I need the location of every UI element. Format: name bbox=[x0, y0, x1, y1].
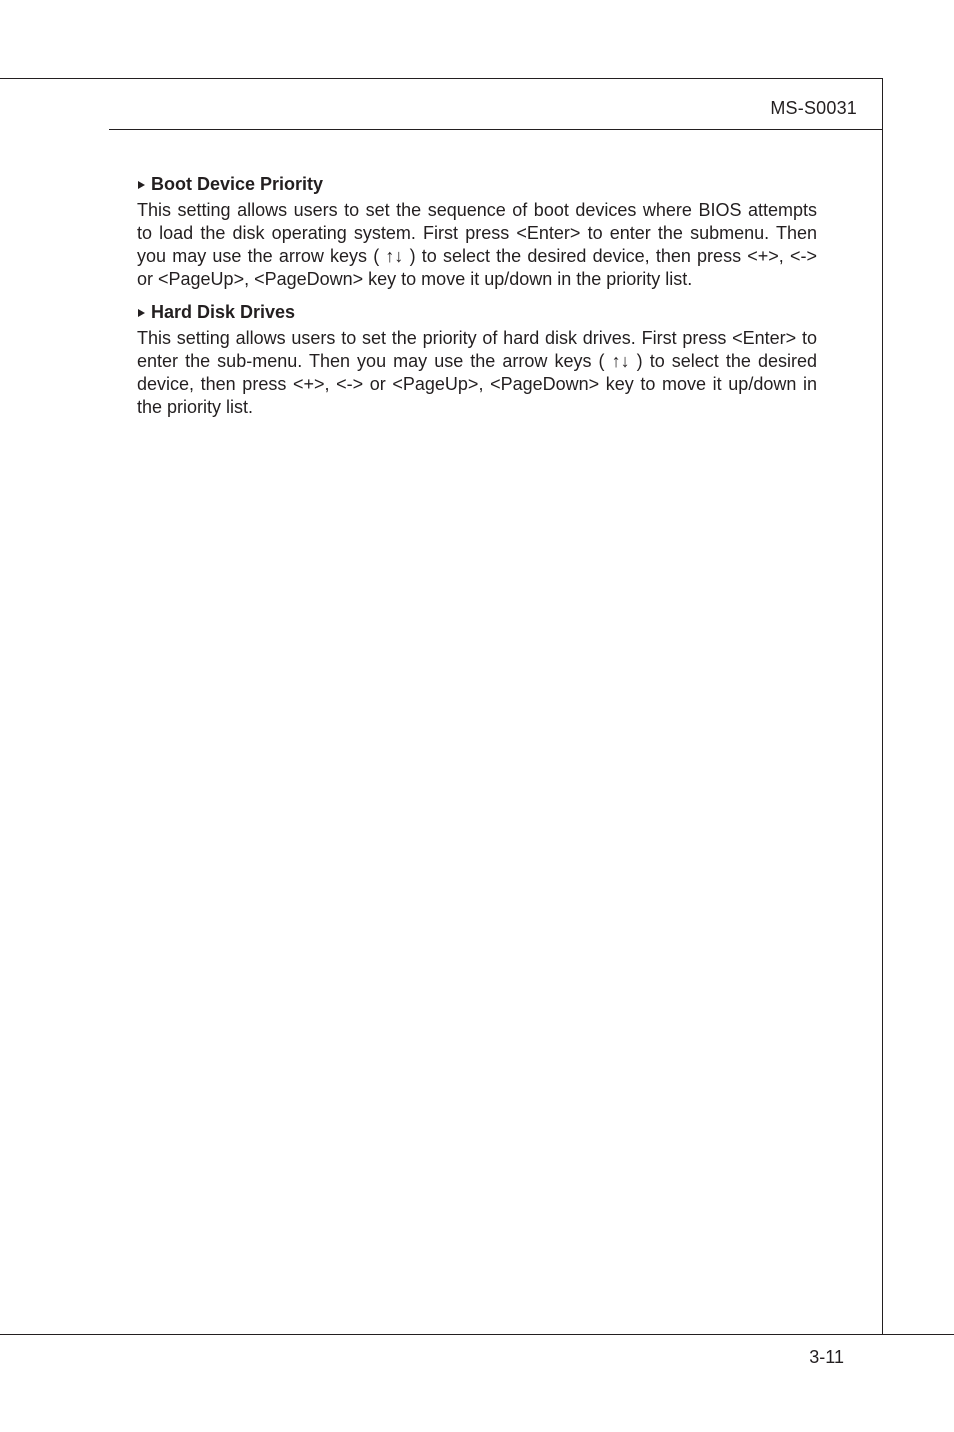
header-divider bbox=[109, 129, 883, 130]
section-boot-device-priority bbox=[137, 173, 817, 291]
section-heading bbox=[137, 173, 817, 196]
section-title: Hard Disk Drives bbox=[151, 302, 296, 322]
page-number: 3-11 bbox=[809, 1347, 844, 1367]
section-heading bbox=[137, 301, 817, 324]
manual-content bbox=[137, 173, 817, 429]
section-description: This setting allows users to set the sequence of boot devices where BIOS attempts to load the disk operating system. First press <Enter> to enter the submenu. Then you may use the arrow keys ( ↑↓ ) to select the desired device, then press <+>, <-> or <PageUp>, <PageDown> key to move it up/down in the priority list. bbox=[137, 200, 817, 289]
section-title: Boot Device Priority bbox=[151, 174, 324, 194]
top-border-line bbox=[0, 78, 882, 79]
section-hard-disk-drives bbox=[137, 301, 817, 419]
model-number: MS-S0031 bbox=[770, 98, 857, 118]
triangle-bullet-icon bbox=[138, 181, 145, 189]
right-border-line bbox=[882, 78, 883, 1335]
section-description: This setting allows users to set the priority of hard disk drives. First press <Enter> to enter the sub-menu. Then you may use the arrow keys ( ↑↓ ) to select the desired device, then press <+>, <-> or <PageUp>, <PageDown> key to move it up/down in the priority list. bbox=[137, 328, 817, 417]
footer-divider bbox=[0, 1334, 954, 1335]
triangle-bullet-icon bbox=[138, 309, 145, 317]
